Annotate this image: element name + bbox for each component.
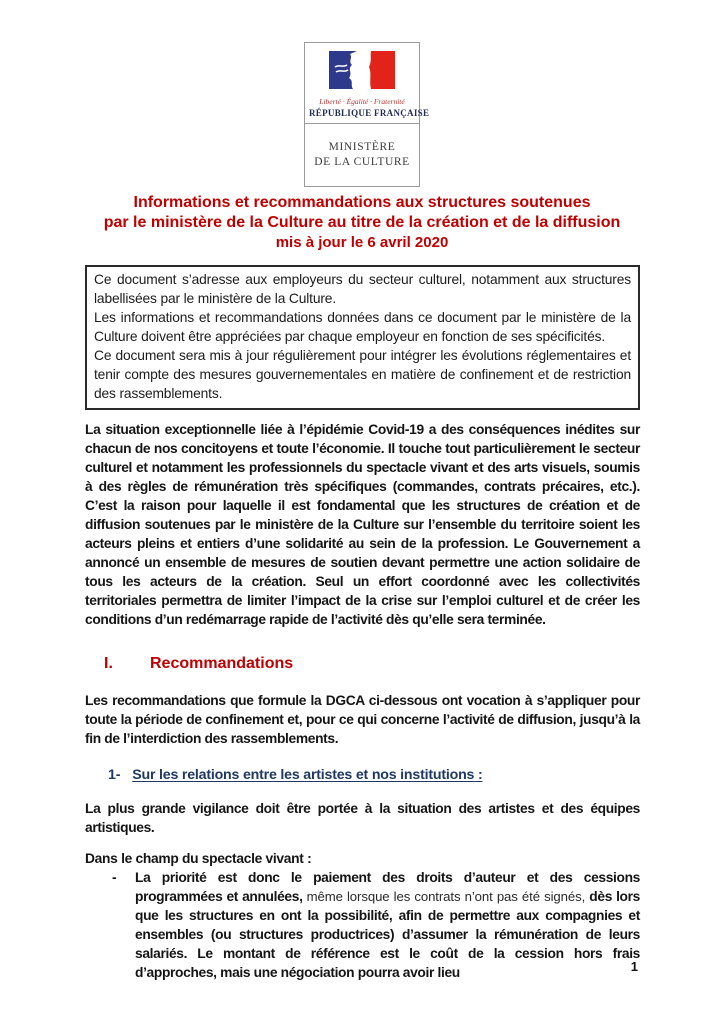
subsection-heading-label: Sur les relations entre les artistes et nos institutions : bbox=[132, 767, 483, 783]
document-title-line2: par le ministère de la Culture au titre de la création et de la diffusion bbox=[103, 214, 621, 231]
marianne-flag-icon bbox=[329, 76, 395, 93]
document-title-update-date: mis à jour le 6 avril 2020 bbox=[275, 234, 449, 251]
subsection-heading-relations-artistes bbox=[85, 765, 640, 785]
notice-paragraph-3: Ce document sera mis à jour régulièrement pour intégrer les évolutions réglementaires et tenir compte des mesures gouvernementales en matière de confinement et de restriction des rassemblements. bbox=[94, 348, 631, 401]
logo-motto: Liberté · Égalité · Fraternité bbox=[319, 97, 405, 106]
champ-spectacle-vivant-heading: Dans le champ du spectacle vivant : bbox=[85, 851, 312, 866]
bullet-text bbox=[135, 868, 640, 982]
vigilance-paragraph: La plus grande vigilance doit être portée à la situation des artistes et des équipes artistiques. bbox=[85, 801, 640, 835]
intro-paragraph: La situation exceptionnelle liée à l’épidémie Covid-19 a des conséquences inédites sur chacun de nos concitoyens et toute l’économie. Il touche tout particulièrement le secteur culturel et notamment les professionnels du spectacle vivant et des arts visuels, soumis à des règles de rémunération très spécifiques (commandes, contrats précaires, etc.). C’est la raison pour laquelle il est fondamental que les structures de création et de diffusion soutenues par le ministère de la Culture sur l’ensemble du territoire soient les acteurs pleins et entiers d’une solidarité au sein de la profession. Le Gouvernement a annoncé un ensemble de mesures de soutien devant permettre une action solidaire de tous les acteurs de la création. Seul un effort coordonné avec les collectivités territoriales permettra de limiter l’impact de la crise sur l’emploi culturel et de créer les conditions d’un redémarrage rapide de l’activité dès qu’elle sera terminée. bbox=[85, 422, 640, 627]
bullet-dash-marker: - bbox=[112, 870, 117, 885]
bullet-text-part1: La priorité est donc le paiement des droits d’auteur et des cessions programmées et annulées, bbox=[135, 870, 640, 904]
notice-paragraph-2: Les informations et recommandations données dans ce document par le ministère de la Culture doivent être appréciées par chaque employeur en fonction de ses spécificités. bbox=[94, 310, 631, 344]
republique-francaise-block bbox=[305, 43, 430, 124]
section-numeral: I. bbox=[104, 655, 113, 672]
ministry-name-line1: MINISTÈRE bbox=[328, 141, 396, 153]
notice-box bbox=[85, 265, 640, 410]
document-title bbox=[0, 193, 724, 253]
section-heading-label: Recommandations bbox=[150, 655, 294, 672]
logo-republique-francaise: RÉPUBLIQUE FRANÇAISE bbox=[309, 108, 430, 118]
bullet-text-part3: dès lors que les structures en ont la possibilité, afin de permettre aux compagnies et ensembles (ou structures productrices) d’assumer la rémunération de leurs salariés. Le montant de référence est le coût de la cession hors frais d’approches, mais une négociation pourra avoir lieu bbox=[135, 889, 640, 980]
ministry-name-line2: DE LA CULTURE bbox=[314, 156, 410, 168]
ministry-logo bbox=[0, 42, 724, 187]
section-heading-recommandations bbox=[85, 653, 640, 675]
document-title-line1: Informations et recommandations aux structures soutenues bbox=[133, 194, 591, 211]
section-paragraph: Les recommandations que formule la DGCA ci-dessous ont vocation à s’appliquer pour toute la période de confinement et, pour ce qui concerne l’activité de diffusion, jusqu’à la fin de l’interdiction des rassemblements. bbox=[85, 693, 640, 746]
notice-paragraph-1: Ce document s’adresse aux employeurs du secteur culturel, notamment aux structures labellisées par le ministère de la Culture. bbox=[94, 272, 631, 306]
ministry-name-box bbox=[305, 124, 419, 186]
subsection-number: 1- bbox=[108, 767, 121, 783]
list-item-priorite-paiement bbox=[85, 868, 640, 982]
bullet-text-part2: même lorsque les contrats n’ont pas été signés, bbox=[306, 889, 590, 904]
ministry-logo-box bbox=[304, 42, 430, 187]
page-number: 1 bbox=[630, 959, 638, 974]
